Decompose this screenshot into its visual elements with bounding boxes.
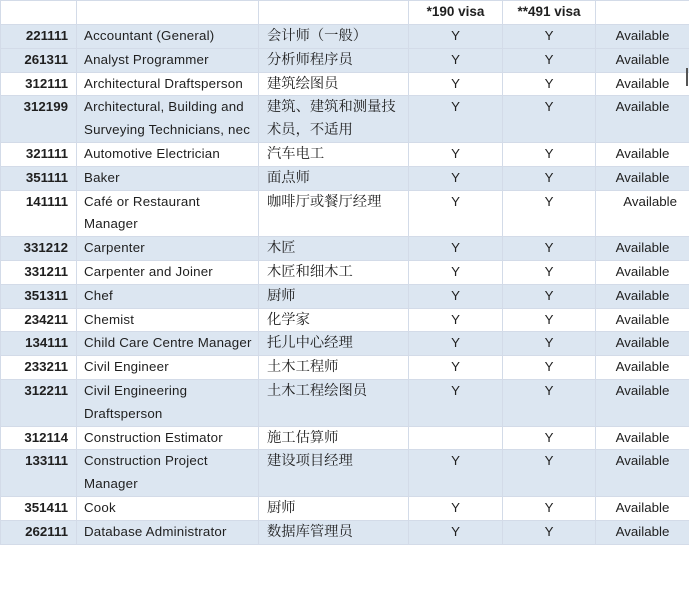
cell-491-visa: Y bbox=[503, 237, 596, 261]
header-190-visa: *190 visa bbox=[409, 1, 503, 25]
cell-code: 221111 bbox=[1, 25, 77, 49]
cell-491-visa: Y bbox=[503, 72, 596, 96]
cell-190-visa: Y bbox=[409, 496, 503, 520]
cell-190-visa: Y bbox=[409, 237, 503, 261]
cell-chinese: 咖啡厅或餐厅经理 bbox=[259, 190, 409, 237]
cell-occupation: Carpenter and Joiner bbox=[77, 260, 259, 284]
cell-chinese: 化学家 bbox=[259, 308, 409, 332]
cell-status: Available bbox=[596, 520, 689, 544]
cell-190-visa: Y bbox=[409, 25, 503, 49]
cell-occupation: Civil Engineer bbox=[77, 356, 259, 380]
cell-190-visa: Y bbox=[409, 520, 503, 544]
cell-code: 233211 bbox=[1, 356, 77, 380]
cell-occupation: Carpenter bbox=[77, 237, 259, 261]
table-row bbox=[1, 72, 689, 96]
cell-491-visa: Y bbox=[503, 284, 596, 308]
cell-190-visa: Y bbox=[409, 96, 503, 143]
cell-status: Available bbox=[596, 190, 689, 237]
header-code bbox=[1, 1, 77, 25]
cell-491-visa: Y bbox=[503, 190, 596, 237]
cell-491-visa: Y bbox=[503, 308, 596, 332]
cell-occupation: Architectural Draftsperson bbox=[77, 72, 259, 96]
cell-190-visa: Y bbox=[409, 72, 503, 96]
cell-code: 133111 bbox=[1, 450, 77, 497]
cell-chinese: 建设项目经理 bbox=[259, 450, 409, 497]
table-row bbox=[1, 237, 689, 261]
cell-190-visa: Y bbox=[409, 284, 503, 308]
table-row bbox=[1, 284, 689, 308]
cell-491-visa: Y bbox=[503, 96, 596, 143]
cell-491-visa: Y bbox=[503, 166, 596, 190]
table-row bbox=[1, 190, 689, 237]
cell-code: 331212 bbox=[1, 237, 77, 261]
scroll-edge-marker bbox=[686, 68, 688, 86]
cell-status: Available bbox=[596, 260, 689, 284]
cell-190-visa: Y bbox=[409, 308, 503, 332]
cell-chinese: 建筑绘图员 bbox=[259, 72, 409, 96]
cell-status: Available bbox=[596, 356, 689, 380]
table-row bbox=[1, 496, 689, 520]
cell-code: 312114 bbox=[1, 426, 77, 450]
table-row bbox=[1, 96, 689, 143]
cell-status: Available bbox=[596, 72, 689, 96]
cell-code: 234211 bbox=[1, 308, 77, 332]
cell-chinese: 施工估算师 bbox=[259, 426, 409, 450]
table-row bbox=[1, 142, 689, 166]
cell-code: 351311 bbox=[1, 284, 77, 308]
cell-status: Available bbox=[596, 284, 689, 308]
cell-status: Available bbox=[596, 379, 689, 426]
cell-190-visa: Y bbox=[409, 260, 503, 284]
cell-491-visa: Y bbox=[503, 356, 596, 380]
table-row bbox=[1, 356, 689, 380]
cell-code: 141111 bbox=[1, 190, 77, 237]
cell-491-visa: Y bbox=[503, 25, 596, 49]
cell-chinese: 厨师 bbox=[259, 496, 409, 520]
cell-190-visa: Y bbox=[409, 142, 503, 166]
cell-occupation: Café or Restaurant Manager bbox=[77, 190, 259, 237]
cell-491-visa: Y bbox=[503, 450, 596, 497]
cell-491-visa: Y bbox=[503, 426, 596, 450]
cell-chinese: 托儿中心经理 bbox=[259, 332, 409, 356]
table-row bbox=[1, 426, 689, 450]
table-row bbox=[1, 308, 689, 332]
cell-chinese: 土木工程师 bbox=[259, 356, 409, 380]
cell-code: 321111 bbox=[1, 142, 77, 166]
cell-occupation: Chemist bbox=[77, 308, 259, 332]
cell-code: 312211 bbox=[1, 379, 77, 426]
cell-status: Available bbox=[596, 332, 689, 356]
table-row bbox=[1, 520, 689, 544]
cell-190-visa: Y bbox=[409, 332, 503, 356]
header-occupation bbox=[77, 1, 259, 25]
cell-chinese: 数据库管理员 bbox=[259, 520, 409, 544]
cell-chinese: 汽车电工 bbox=[259, 142, 409, 166]
cell-status: Available bbox=[596, 96, 689, 143]
cell-status: Available bbox=[596, 237, 689, 261]
table-row bbox=[1, 166, 689, 190]
cell-status: Available bbox=[596, 426, 689, 450]
cell-status: Available bbox=[596, 308, 689, 332]
cell-chinese: 会计师（一般） bbox=[259, 25, 409, 49]
cell-190-visa: Y bbox=[409, 356, 503, 380]
cell-occupation: Baker bbox=[77, 166, 259, 190]
cell-190-visa: Y bbox=[409, 166, 503, 190]
cell-occupation: Analyst Programmer bbox=[77, 48, 259, 72]
cell-code: 351111 bbox=[1, 166, 77, 190]
cell-190-visa: Y bbox=[409, 190, 503, 237]
header-row bbox=[1, 1, 689, 25]
cell-code: 262111 bbox=[1, 520, 77, 544]
cell-code: 351411 bbox=[1, 496, 77, 520]
cell-occupation: Accountant (General) bbox=[77, 25, 259, 49]
cell-491-visa: Y bbox=[503, 379, 596, 426]
cell-status: Available bbox=[596, 142, 689, 166]
cell-occupation: Civil Engineering Draftsperson bbox=[77, 379, 259, 426]
cell-491-visa: Y bbox=[503, 260, 596, 284]
cell-chinese: 木匠 bbox=[259, 237, 409, 261]
cell-491-visa: Y bbox=[503, 332, 596, 356]
cell-status: Available bbox=[596, 496, 689, 520]
cell-chinese: 分析师程序员 bbox=[259, 48, 409, 72]
table-row bbox=[1, 260, 689, 284]
cell-190-visa bbox=[409, 426, 503, 450]
header-status bbox=[596, 1, 689, 25]
cell-chinese: 土木工程绘图员 bbox=[259, 379, 409, 426]
cell-occupation: Child Care Centre Manager bbox=[77, 332, 259, 356]
cell-491-visa: Y bbox=[503, 520, 596, 544]
cell-chinese: 建筑、建筑和测量技术员，不适用 bbox=[259, 96, 409, 143]
header-491-visa: **491 visa bbox=[503, 1, 596, 25]
cell-190-visa: Y bbox=[409, 48, 503, 72]
cell-code: 261311 bbox=[1, 48, 77, 72]
cell-190-visa: Y bbox=[409, 379, 503, 426]
cell-status: Available bbox=[596, 166, 689, 190]
cell-491-visa: Y bbox=[503, 48, 596, 72]
cell-code: 331211 bbox=[1, 260, 77, 284]
cell-chinese: 木匠和细木工 bbox=[259, 260, 409, 284]
cell-occupation: Chef bbox=[77, 284, 259, 308]
table-row bbox=[1, 48, 689, 72]
cell-code: 312199 bbox=[1, 96, 77, 143]
cell-occupation: Cook bbox=[77, 496, 259, 520]
cell-code: 134111 bbox=[1, 332, 77, 356]
cell-chinese: 面点师 bbox=[259, 166, 409, 190]
cell-occupation: Automotive Electrician bbox=[77, 142, 259, 166]
table-row bbox=[1, 25, 689, 49]
cell-491-visa: Y bbox=[503, 142, 596, 166]
cell-status: Available bbox=[596, 25, 689, 49]
table-row bbox=[1, 379, 689, 426]
cell-status: Available bbox=[596, 48, 689, 72]
cell-code: 312111 bbox=[1, 72, 77, 96]
cell-491-visa: Y bbox=[503, 496, 596, 520]
cell-occupation: Architectural, Building and Surveying Technicians, nec bbox=[77, 96, 259, 143]
cell-190-visa: Y bbox=[409, 450, 503, 497]
table-row bbox=[1, 332, 689, 356]
cell-status: Available bbox=[596, 450, 689, 497]
header-chinese bbox=[259, 1, 409, 25]
table-row bbox=[1, 450, 689, 497]
cell-occupation: Construction Estimator bbox=[77, 426, 259, 450]
cell-chinese: 厨师 bbox=[259, 284, 409, 308]
cell-occupation: Database Administrator bbox=[77, 520, 259, 544]
cell-occupation: Construction Project Manager bbox=[77, 450, 259, 497]
